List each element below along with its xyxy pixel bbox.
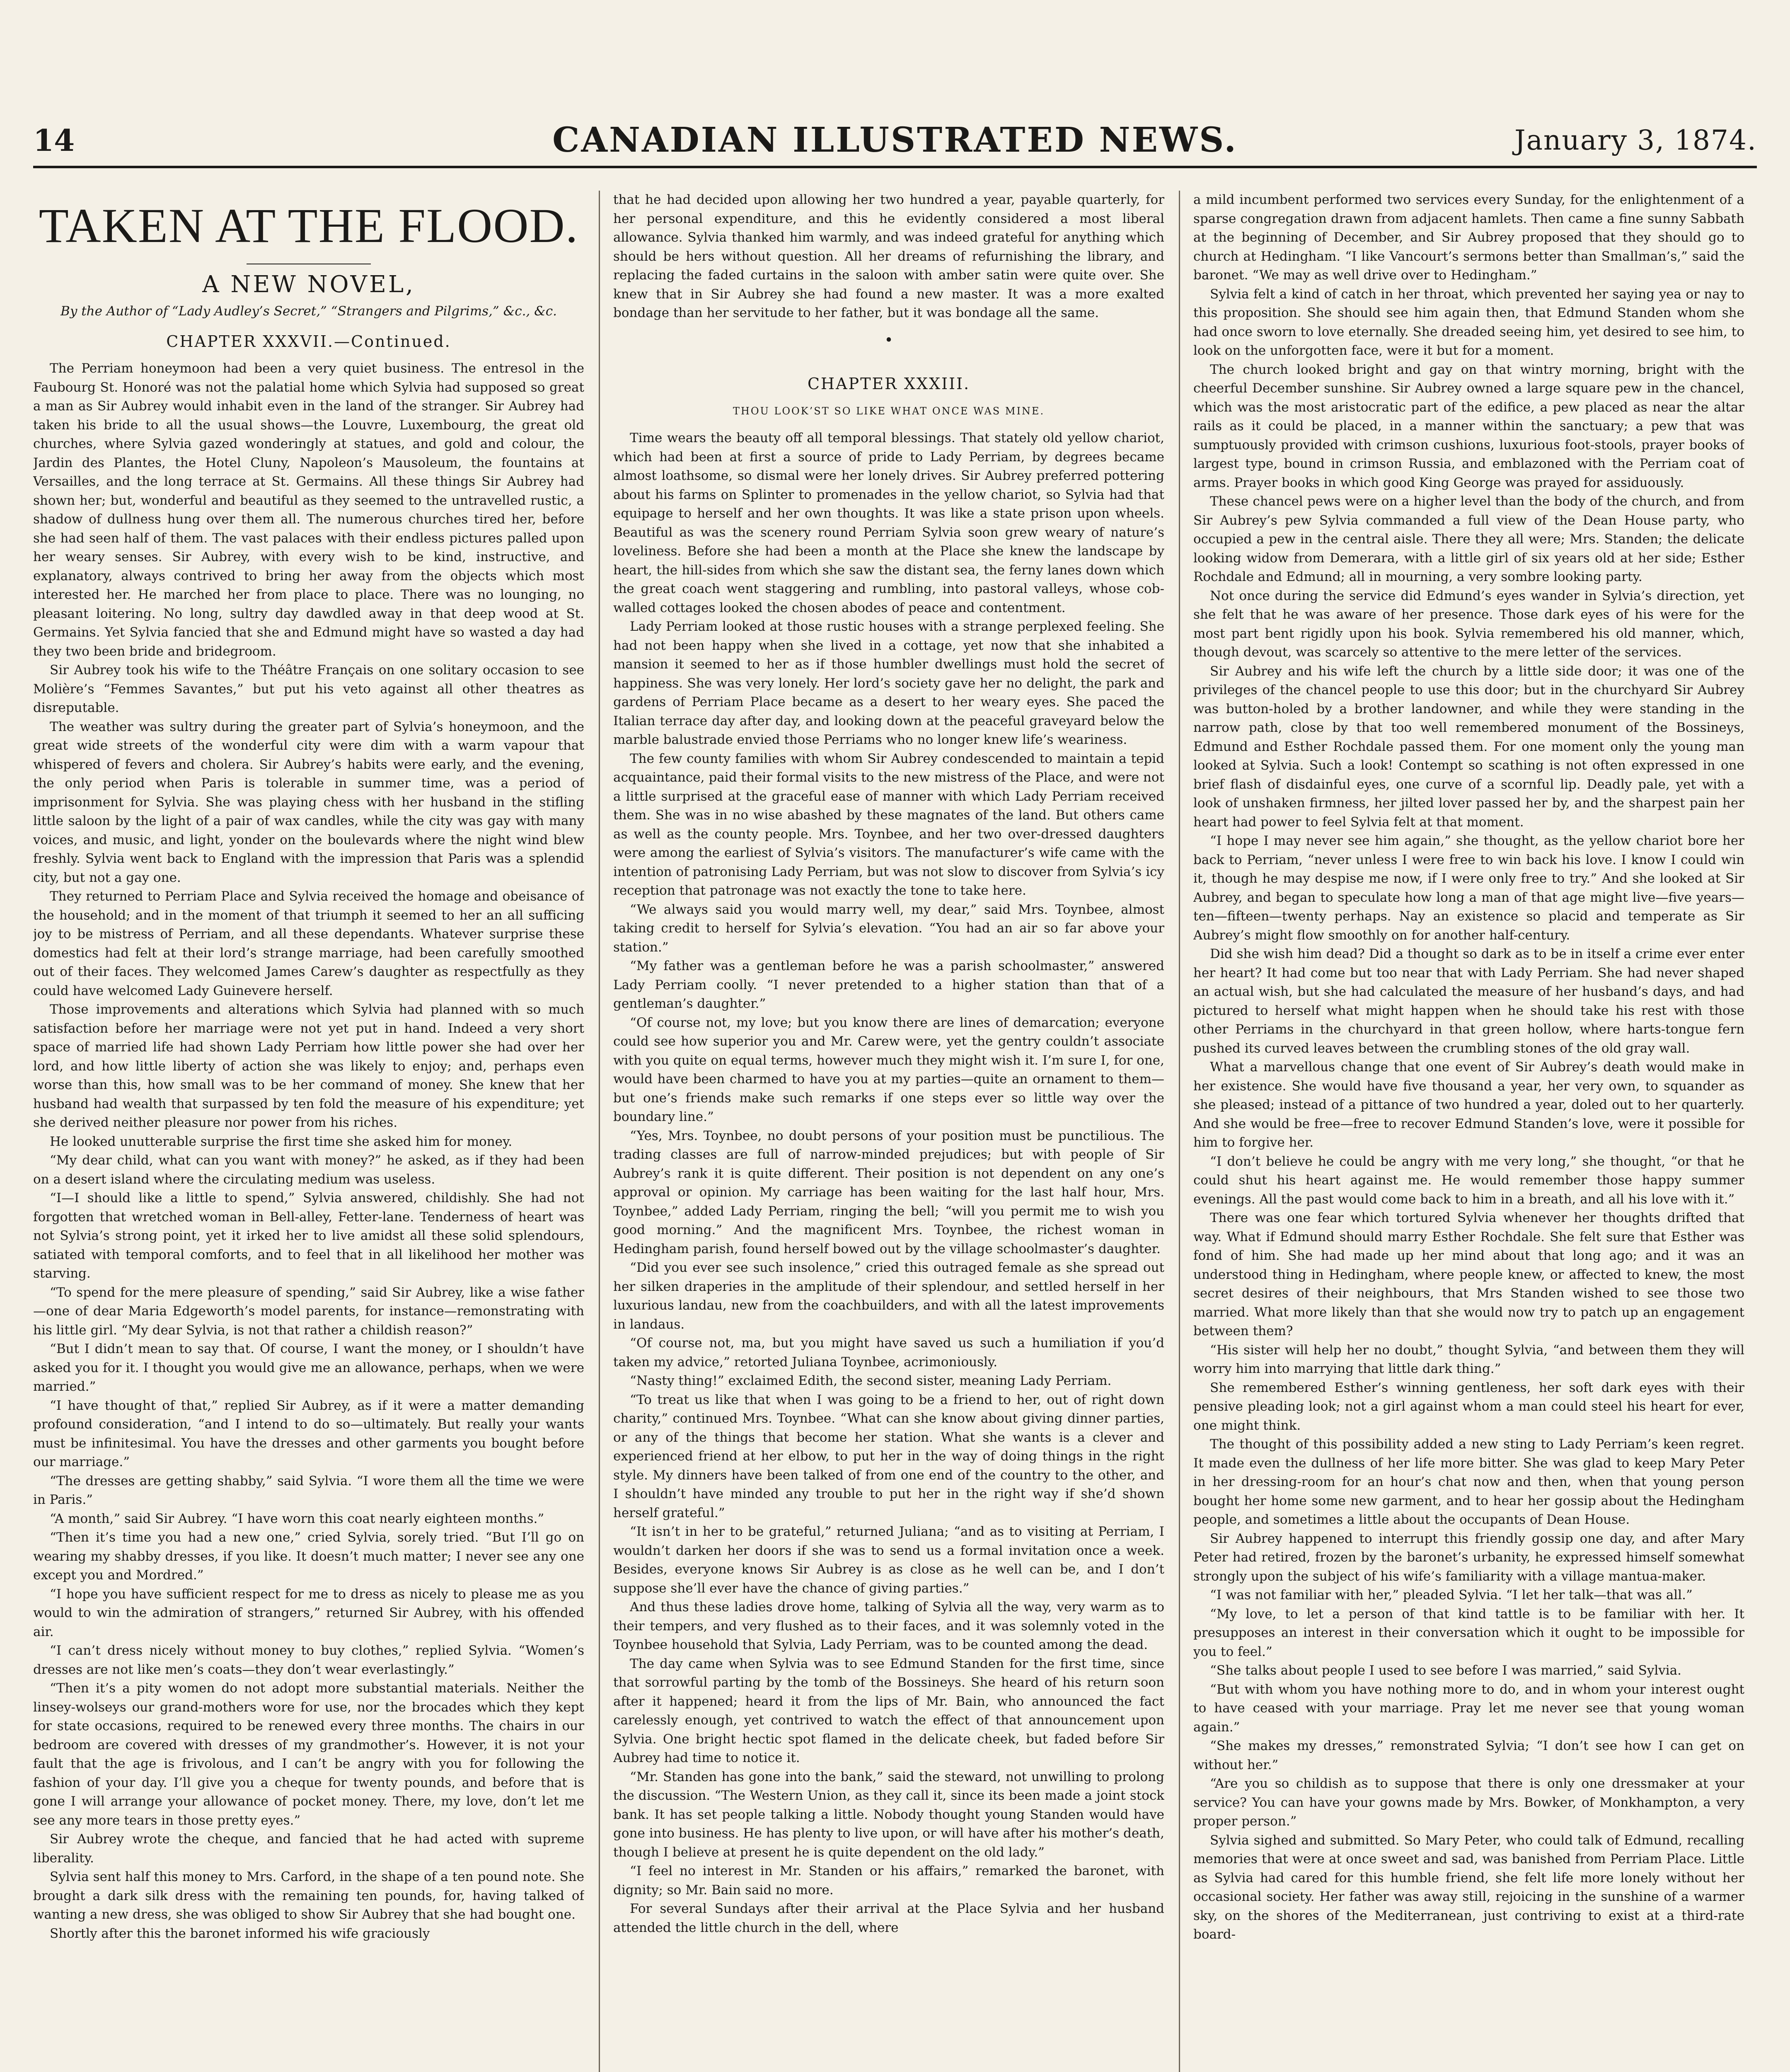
section-ornament: • <box>884 332 893 349</box>
paragraph: The weather was sultry during the greater part of Sylvia’s honeymoon, and the great wide streets of the wonderful city were dim with a warm vapour that whispered of fevers and cholera. Sir Aubrey’s habits were early, and the evening, the only period when Paris is tolerable in summer time, was a period of imprisonment for Sylvia. She was playing chess with her husband in the stifling little saloon by the light of a pair of wax candles, while the city was gay with many voices, and music, and light, yonder on the boulevards where the night wind blew freshly. Sylvia went back to England with the impression that Paris was a splendid city, but not a gay one. <box>33 719 584 885</box>
paragraph: The few county families with whom Sir Aubrey condescended to maintain a tepid acquaintance, paid their formal visits to the new mistress of the Place, and were not a little surprised at the graceful ease of manner with which Lady Perriam received them. She was in no wise abashed by these magnates of the land. But others came as well as the county people. Mrs. Toynbee, and her two over-dressed daughters were among the earliest of Sylvia’s visitors. The manufacturer’s wife came with the intention of patronising Lady Perriam, but was not slow to discover from Sylvia’s icy reception that patronage was not exactly the tone to take here. <box>613 751 1164 898</box>
column-divider <box>599 191 600 2072</box>
chapter-heading: CHAPTER XXXIII. <box>807 375 970 393</box>
paragraph: “She makes my dresses,” remonstrated Sylvia; “I don’t see how I can get on without her.” <box>1193 1738 1744 1772</box>
paragraph: “A month,” said Sir Aubrey. “I have worn this coat nearly eighteen months.” <box>50 1511 544 1526</box>
paragraph: “His sister will help her no doubt,” thought Sylvia, “and between them they will worry him into marrying that little dark thing.” <box>1193 1342 1744 1376</box>
paragraph: “But I didn’t mean to say that. Of course, I want the money, or I shouldn’t have asked you for it. I thought you would give me an allowance, perhaps, when we were married.” <box>33 1341 584 1394</box>
paragraph: Sylvia sent half this money to Mrs. Carford, in the shape of a ten pound note. She brought a dark silk dress with the remaining ten pounds, for, having talked of wanting a new dress, she was obliged to show Sir Aubrey that she had bought one. <box>33 1869 584 1922</box>
paragraph: Not once during the service did Edmund’s eyes wander in Sylvia’s direction, yet she felt that he was aware of her presence. Those dark eyes of his were for the most part bent rigidly upon his book. Sylvia remembered his old manner, which, though devout, was scarcely so attentive to the mere letter of the services. <box>1193 588 1744 660</box>
paragraph: They returned to Perriam Place and Sylvia received the homage and obeisance of the household; and in the moment of that triumph it seemed to her an all sufficing joy to be mistress of Perriam, and all these dependants. Whatever surprise these domestics had felt at their lord’s strange marriage, had been carefully smoothed out of their faces. They welcomed James Carew’s daughter as respectfully as they could have welcomed Lady Guinevere herself. <box>33 889 584 998</box>
page-number: 14 <box>33 123 75 158</box>
paragraph: “I hope I may never see him again,” she thought, as the yellow chariot bore her back to Perriam, “never unless I were free to win back his love. I know I could win it, though he may despise me now, if I were only free to try.” And she looked at Sir Aubrey, and began to speculate how long a man of that age might live—five years—ten—fifteen—twenty perhaps. Nay an existence so placid and temperate as Sir Aubrey’s might flow smoothly on for another half-century. <box>1193 833 1744 943</box>
paragraph: “To treat us like that when I was going to be a friend to her, out of right down charity,” continued Mrs. Toynbee. “What can she know about giving dinner parties, or any of the things that become her station. What she wants is a clever and experienced friend at her elbow, to put her in the way of doing things in the right style. My dinners have been talked of from one end of the country to the other, and I shouldn’t have minded any trouble to put her in the right way if she’d shown herself grateful.” <box>613 1392 1164 1520</box>
paragraph: The church looked bright and gay on that wintry morning, bright with the cheerful December sunshine. Sir Aubrey owned a large square pew in the chancel, which was the most aristocratic part of the edifice, a pew placed as near the altar rails as it could be placed, in a manner within the sanctuary; a pew that was sumptuously provided with crimson cushions, luxurious foot-stools, prayer books of largest type, bound in crimson Russia, and emblazoned with the Perriam coat of arms. Prayer books in which good King George was prayed for assiduously. <box>1193 362 1744 490</box>
paragraph: “We always said you would marry well, my dear,” said Mrs. Toynbee, almost taking credit to herself for Sylvia’s elevation. “You had an air so far above your station.” <box>613 902 1164 955</box>
paragraph: “Of course not, ma, but you might have saved us such a humiliation if you’d taken my advice,” retorted Juliana Toynbee, acrimoniously. <box>613 1336 1164 1370</box>
paragraph: Those improvements and alterations which Sylvia had planned with so much satisfaction before her marriage were not yet put in hand. Indeed a very short space of married life had shown Lady Perriam how little power she had over her lord, and how little liberty of action she was likely to enjoy; and, perhaps even worse than this, how small was to be her command of money. She knew that her husband had wealth that surpassed by ten fold the measure of his expenditure; yet she derived neither pleasure nor power from his riches. <box>33 1002 584 1130</box>
paragraph: For several Sundays after their arrival at the Place Sylvia and her husband attended the little church in the dell, where <box>613 1901 1164 1935</box>
paragraph: “My dear child, what can you want with money?” he asked, as if they had been on a desert island where the circulating medium was useless. <box>33 1153 584 1187</box>
paragraph: Lady Perriam looked at those rustic houses with a strange perplexed feeling. She had not been happy when she lived in a cottage, yet now that she inhabited a mansion it seemed to her as if those humbler dwellings must hold the secret of happiness. She was very lonely. Her lord’s society gave her no delight, the park and gardens of Perriam Place became as a desert to her weary eyes. She paced the Italian terrace day after day, and looking down at the peaceful graveyard below the marble balustrade envied those Perriams who no longer knew life’s weariness. <box>613 619 1164 747</box>
paragraph: “It isn’t in her to be grateful,” returned Juliana; “and as to visiting at Perriam, I wouldn’t darken her doors if she was to send us a formal invitation once a week. Besides, everyone knows Sir Aubrey is as close as he well can be, and I don’t suppose she’ll ever have the chance of giving parties.” <box>613 1524 1164 1596</box>
masthead <box>33 120 1757 168</box>
paragraph: Time wears the beauty off all temporal blessings. That stately old yellow chariot, which had been at first a source of pride to Lady Perriam, by degrees became almost loathsome, so dismal were her lonely drives. Sir Aubrey preferred pottering about his farms on Splinter to promenades in the yellow chariot, so Sylvia had that equipage to herself and her own thoughts. It was like a state prison upon wheels. Beautiful as was the scenery round Perriam Sylvia soon grew weary of nature’s loveliness. Before she had been a month at the Place she knew the landscape by heart, the hill-sides from which she saw the distant sea, the ferny lanes down which the great coach went staggering and rumbling, into pastoral valleys, whose cob-walled cottages looked the chosen abodes of peace and contentment. <box>613 431 1164 615</box>
paragraph: “The dresses are getting shabby,” said Sylvia. “I wore them all the time we were in Paris.” <box>33 1473 584 1507</box>
paragraph: “I feel no interest in Mr. Standen or his affairs,” remarked the baronet, with dignity; so Mr. Bain said no more. <box>613 1864 1164 1898</box>
paragraph: Sir Aubrey wrote the cheque, and fancied that he had acted with supreme liberality. <box>33 1832 584 1866</box>
paragraph: “Then it’s a pity women do not adopt more substantial materials. Neither the linsey-wolseys our grand-mothers wore for use, nor the brocades which they kept for state occasions, required to be renewed every three months. The chairs in our bedroom are covered with dresses of my grandmother’s. However, it is not your fault that the age is frivolous, and I can’t be angry with you for following the fashion of your day. I’ll give you a cheque for twenty pounds, and before that is gone I will arrange your allowance of pocket money. There, my love, don’t let me see any more tears in those pretty eyes.” <box>33 1681 584 1828</box>
newspaper-page <box>33 25 1757 2072</box>
paragraph-continued: a mild incumbent performed two services every Sunday, for the enlightenment of a sparse congregation drawn from adjacent hamlets. Then came a fine sunny Sabbath at the beginning of December, and Sir Aubrey proposed that they should go to church at Hedingham. “I like Vancourt’s sermons better than Smallman’s,” said the baronet. “We may as well drive over to Hedingham.” <box>1193 192 1744 283</box>
story-title: TAKEN AT THE FLOOD. <box>39 198 579 253</box>
paragraph: “I—I should like a little to spend,” Sylvia answered, childishly. She had not forgotten that wretched woman in Bell-alley, Fetter-lane. Tenderness of heart was not Sylvia’s strong point, yet it irked her to live amidst all these solid splendours, satiated with temporal comforts, and to feel that in all likelihood her mother was starving. <box>33 1191 584 1281</box>
paragraph: “I was not familiar with her,” pleaded Sylvia. “I let her talk—that was all.” <box>1210 1588 1693 1602</box>
paragraph: “To spend for the mere pleasure of spending,” said Sir Aubrey, like a wise father—one of dear Maria Edgeworth’s model parents, for instance—remonstrating with his little girl. “My dear Sylvia, is not that rather a childish reason?” <box>33 1285 584 1338</box>
paragraph: Sir Aubrey took his wife to the Théâtre Français on one solitary occasion to see Molière’s “Femmes Savantes,” but put his veto against all other theatres as disreputable. <box>33 663 584 715</box>
paragraph: “Are you so childish as to suppose that there is only one dressmaker at your service? You can have your gowns made by Mrs. Bowker, of Monkhampton, a very proper person.” <box>1193 1776 1744 1829</box>
paragraph: “I don’t believe he could be angry with me very long,” she thought, “or that he could shut his heart against me. He would remember those happy summer evenings. All the past would come back to him in a breath, and all his love with it.” <box>1193 1154 1744 1207</box>
paragraph: What a marvellous change that one event of Sir Aubrey’s death would make in her existence. She would have five thousand a year, her very own, to squander as she pleased; instead of a pittance of two hundred a year, doled out to her quarterly. And she would be free—free to recover Edmund Standen’s love, were it possible for him to forgive her. <box>1193 1060 1744 1150</box>
paragraph: Sir Aubrey happened to interrupt this friendly gossip one day, and after Mary Peter had retired, frozen by the baronet’s urbanity, he expressed himself somewhat strongly upon the subject of his wife’s familiarity with a village mantua-maker. <box>1193 1531 1744 1584</box>
story-byline: By the Author of “Lady Audley’s Secret,” “Strangers and Pilgrims,” &c., &c. <box>60 303 557 319</box>
publication-title: CANADIAN ILLUSTRATED NEWS. <box>552 120 1238 160</box>
paragraph: Shortly after this the baronet informed his wife graciously <box>50 1926 430 1941</box>
paragraph: “I have thought of that,” replied Sir Aubrey, as if it were a matter demanding profound consideration, “and I intend to do so—ultimately. But really your wants must be infinitesimal. You have the dresses and other garments you bought before our marriage.” <box>33 1398 584 1469</box>
column-divider <box>1179 191 1180 2072</box>
article-columns <box>33 191 1757 2072</box>
paragraph: “But with whom you have nothing more to do, and in whom your interest ought to have ceased with your marriage. Pray let me never see that young woman again.” <box>1193 1682 1744 1735</box>
paragraph: “My love, to let a person of that kind tattle is to be familiar with her. It presupposes an interest in their conversation which it ought to be impossible for you to feel.” <box>1193 1606 1744 1659</box>
paragraph: She remembered Esther’s winning gentleness, her soft dark eyes with their pensive pleading look; not a girl against whom a man could steel his heart for ever, one might think. <box>1193 1380 1744 1433</box>
paragraph: “Of course not, my love; but you know there are lines of demarcation; everyone could see how superior you and Mr. Carew were, yet the gentry couldn’t associate with you quite on equal terms, however much they might wish it. I’m sure I, for one, would have been charmed to have you at my parties—quite an ornament to them—but one’s friends make such remarks if one steps ever so little way over the boundary line.” <box>613 1015 1164 1124</box>
paragraph: And thus these ladies drove home, talking of Sylvia all the way, very warm as to their tempers, and very flushed as to their faces, and it was solemnly voted in the Toynbee household that Sylvia, Lady Perriam, was to be counted among the dead. <box>613 1600 1164 1652</box>
paragraph: “Then it’s time you had a new one,” cried Sylvia, sorely tried. “But I’ll go on wearing my shabby dresses, if you like. It doesn’t much matter; I never see any one except you and Mordred.” <box>33 1530 584 1583</box>
paragraph: The Perriam honeymoon had been a very quiet business. The entresol in the Faubourg St. Honoré was not the palatial home which Sylvia had supposed so great a man as Sir Aubrey would inhabit even in the land of the stranger. Sir Aubrey had taken his bride to all the usual shows—the Louvre, Luxembourg, the great old churches, where Sylvia gazed wonderingly at statues, and gold and colour, the Jardin des Plantes, the Hotel Cluny, Napoleon’s Mausoleum, the fountains at Versailles, and the long terrace at St. Germains. All these things Sir Aubrey had shown her; but, wonderful and beautiful as they seemed to the untravelled rustic, a shadow of dullness hung over them all. The numerous churches tired her, before she had seen half of them. The vast palaces with their endless pictures palled upon her weary senses. Sir Aubrey, with every wish to be kind, instructive, and explanatory, always contrived to bring her away from the objects which most interested her. He marched her from place to place. There was no lounging, no pleasant loitering. No long, sultry day dawdled away in that deep wood at St. Germains. Yet Sylvia fancied that she and Edmund might have so wasted a day had they two been bride and bridegroom. <box>33 361 584 659</box>
paragraph: “She talks about people I used to see before I was married,” said Sylvia. <box>1210 1663 1682 1678</box>
paragraph: Sir Aubrey and his wife left the church by a little side door; it was one of the privileges of the chancel people to use this door; but in the churchyard Sir Aubrey was button-holed by a brother landowner, and while they were standing in the narrow path, close by that too well remembered monument of the Bossineys, Edmund and Esther Rochdale passed them. For one moment only the young man looked at Sylvia. Such a look! Contempt so scathing is not often expressed in one brief flash of disdainful eyes, one curve of a scornful lip. Deadly pale, yet with a look of unshaken firmness, her jilted lover passed her by, and the sharpest pain her heart had power to feel Sylvia felt at that moment. <box>1193 663 1744 830</box>
paragraph: “Yes, Mrs. Toynbee, no doubt persons of your position must be punctilious. The trading classes are full of narrow-minded prejudices; but with people of Sir Aubrey’s rank it is quite different. Their position is not dependent on any one’s approval or opinion. My carriage has been waiting for the last half hour, Mrs. Toynbee,” added Lady Perriam, ringing the bell; “will you permit me to wish you good morning.” And the magnificent Mrs. Toynbee, the richest woman in Hedingham parish, found herself bowed out by the village schoolmaster’s daughter. <box>613 1128 1164 1256</box>
paragraph: Sylvia felt a kind of catch in her throat, which prevented her saying yea or nay to this proposition. She should see him again then, that Edmund Standen whom she had once sworn to love eternally. She dreaded seeing him, yet desired to see him, to look on the unforgotten face, were it but for a moment. <box>1193 286 1744 358</box>
chapter-heading: CHAPTER XXXVII.—Continued. <box>166 332 451 351</box>
paragraph: “Nasty thing!” exclaimed Edith, the second sister, meaning Lady Perriam. <box>630 1373 1112 1388</box>
paragraph: “I hope you have sufficient respect for me to dress as nicely to please me as you would to win the admiration of strangers,” returned Sir Aubrey, with his offended air. <box>33 1586 584 1639</box>
paragraph: The day came when Sylvia was to see Edmund Standen for the first time, since that sorrowful parting by the tomb of the Bossineys. She heard of his return soon after it happened; heard it from the lips of Mr. Bain, who announced the fact carelessly enough, yet contrived to watch the effect of that announcement upon Sylvia. One bright hectic spot flamed in the delicate cheek, but faded before Sir Aubrey had time to notice it. <box>613 1656 1164 1765</box>
chapter-motto: THOU LOOK’ST SO LIKE WHAT ONCE WAS MINE. <box>733 405 1045 417</box>
story-subtitle: A NEW NOVEL, <box>202 271 415 298</box>
paragraph: There was one fear which tortured Sylvia whenever her thoughts drifted that way. What if Edmund should marry Esther Rochdale. She felt sure that Esther was fond of him. She had made up her mind about that long ago; and it was an understood thing in Hedingham, where people knew, or affected to knew, the most secret desires of their neighbours, that Mrs Standen wished to see those two married. What more likely than that she would now try to patch up an engagement between them? <box>1193 1210 1744 1339</box>
paragraph: Sylvia sighed and submitted. So Mary Peter, who could talk of Edmund, recalling memories that were at once sweet and sad, was banished from Perriam Place. Little as Sylvia had cared for this humble friend, she felt life more lonely without her occasional society. Her father was away still, rejoicing in the sunshine of a warmer sky, on the shores of the Mediterranean, just contriving to exist at a third-rate board- <box>1193 1832 1744 1942</box>
paragraph: These chancel pews were on a higher level than the body of the church, and from Sir Aubrey’s pew Sylvia commanded a full view of the Dean House party, who occupied a pew in the central aisle. There they all were; Mrs. Standen; the delicate looking widow from Demerara, with a little girl of six years old at her side; Esther Rochdale and Edmund; all in mourning, a very sombre looking party. <box>1193 494 1744 584</box>
column-2 <box>613 191 1164 2072</box>
paragraph: He looked unutterable surprise the first time she asked him for money. <box>50 1134 513 1149</box>
paragraph: “Did you ever see such insolence,” cried this outraged female as she spread out her silken draperies in the amplitude of their splendour, and settled herself in her luxurious landau, new from the coachbuilders, and with all the latest improvements in landaus. <box>613 1260 1164 1332</box>
column-1 <box>33 191 584 2072</box>
column-3 <box>1193 191 1744 2072</box>
paragraph: “Mr. Standen has gone into the bank,” said the steward, not unwilling to prolong the discussion. “The Western Union, as they call it, since its been made a joint stock bank. It has set people talking a little. Nobody thought young Standen would have gone into business. He has plenty to live upon, or will have after his mother’s death, though I believe at present he is quite dependent on the old lady.” <box>613 1769 1164 1860</box>
paragraph-continued: that he had decided upon allowing her two hundred a year, payable quarterly, for her personal expenditure, and this he evidently considered a most liberal allowance. Sylvia thanked him warmly, and was indeed grateful for anything which should be hers without question. All her dreams of refurnishing the library, and replacing the faded curtains in the saloon with amber satin were quite over. She knew that in Sir Aubrey she had found a new master. It was a more exalted bondage than her servitude to her father, but it was bondage all the same. <box>613 192 1164 320</box>
paragraph: “I can’t dress nicely without money to buy clothes,” replied Sylvia. “Women’s dresses are not like men’s coats—they don’t wear everlastingly.” <box>33 1643 584 1677</box>
paragraph: “My father was a gentleman before he was a parish schoolmaster,” answered Lady Perriam coolly. “I never pretended to a higher station than that of a gentleman’s daughter.” <box>613 959 1164 1011</box>
issue-date: January 3, 1874. <box>1514 124 1757 156</box>
paragraph: Did she wish him dead? Did a thought so dark as to be in itself a crime ever enter her heart? It had come but too near that with Lady Perriam. She had never shaped an actual wish, but she had calculated the measure of her husband’s days, and had pictured to herself what might happen when he should take his rest with those other Perriams in the churchyard in that green hollow, where harts-tongue fern pushed its curved leaves between the crumbling stones of the old gray wall. <box>1193 946 1744 1056</box>
paragraph: The thought of this possibility added a new sting to Lady Perriam’s keen regret. It made even the dullness of her life more bitter. She was glad to keep Mary Peter in her dressing-room for an hour’s chat now and then, when that young person bought her home some new garment, and to hear her gossip about the Hedingham people, and sometimes a little about the occupants of Dean House. <box>1193 1437 1744 1527</box>
